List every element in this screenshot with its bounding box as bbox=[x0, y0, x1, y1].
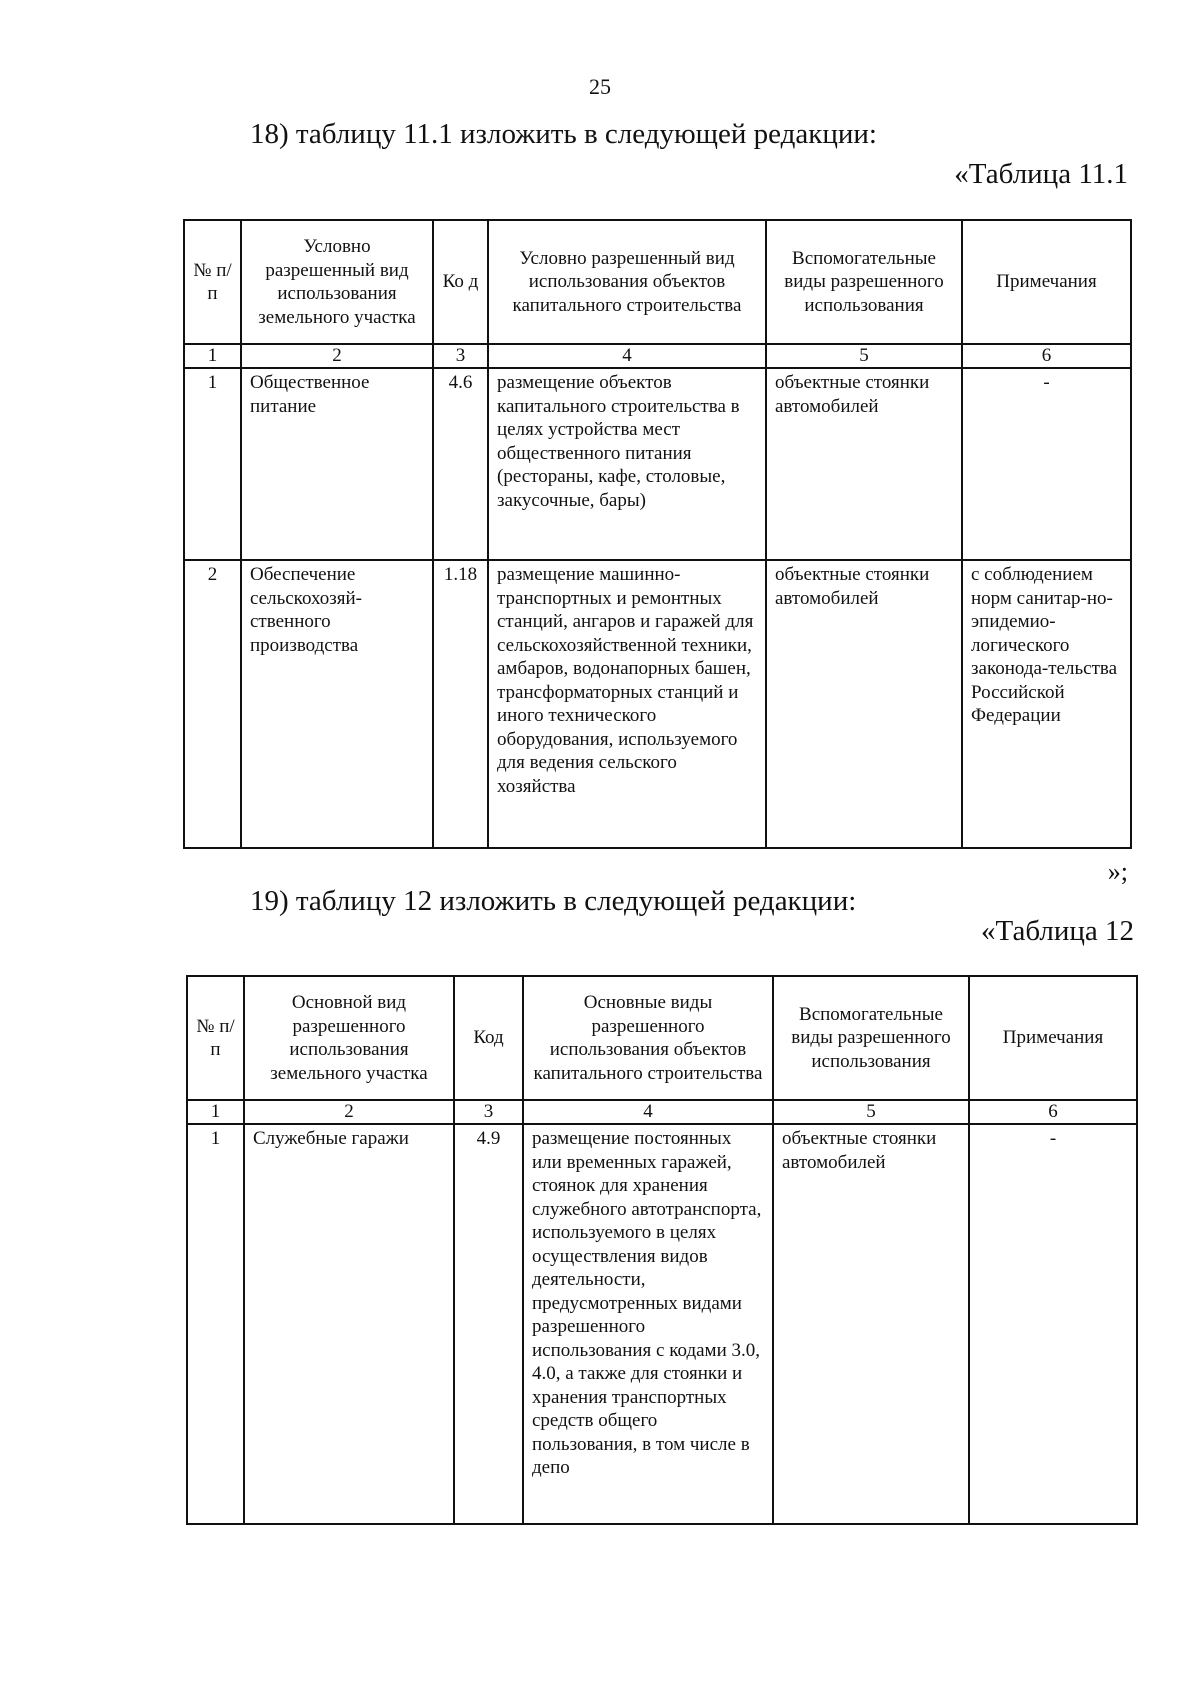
row-note: с соблюдением норм санитар-но-эпидемио-логического законода-тельства Российской Федерации bbox=[962, 560, 1131, 848]
header-code: Ко д bbox=[433, 220, 488, 344]
table-11-1 bbox=[183, 219, 1132, 849]
page-number: 25 bbox=[589, 74, 611, 99]
row-description: размещение объектов капитального строительства в целях устройства мест общественного питания (рестораны, кафе, столовые, закусочные, бары) bbox=[488, 368, 766, 560]
row-code: 4.6 bbox=[433, 368, 488, 560]
table-12-caption: «Таблица 12 bbox=[980, 915, 1134, 947]
row-description: размещение постоянных или временных гаражей, стоянок для хранения служебного автотранспорта, используемого в целях осуществления видов деятельности, предусмотренных видами разрешенного использования с кодами 3.0, 4.0, а также для стоянки и хранения транспортных средств общего пользования, в том числе в депо bbox=[523, 1124, 773, 1524]
row-auxiliary: объектные стоянки автомобилей bbox=[773, 1124, 969, 1524]
col-number: 1 bbox=[184, 344, 241, 368]
table-12 bbox=[186, 975, 1138, 1525]
header-auxiliary: Вспомогательные виды разрешенного использования bbox=[766, 220, 962, 344]
header-number: № п/п bbox=[187, 976, 244, 1100]
row-code: 4.9 bbox=[454, 1124, 523, 1524]
row-description: размещение машинно-транспортных и ремонтных станций, ангаров и гаражей для сельскохозяйственной техники, амбаров, водонапорных башен, трансформаторных станций и иного технического оборудования, используемого для ведения сельского хозяйства bbox=[488, 560, 766, 848]
col-number: 6 bbox=[969, 1100, 1137, 1124]
column-number-row bbox=[184, 344, 1131, 368]
table-row bbox=[184, 368, 1131, 560]
row-number: 2 bbox=[184, 560, 241, 848]
header-building-use: Основные виды разрешенного использования объектов капитального строительства bbox=[523, 976, 773, 1100]
row-land-use: Обеспечение сельскохозяй-ственного производства bbox=[241, 560, 433, 848]
col-number: 3 bbox=[433, 344, 488, 368]
header-notes: Примечания bbox=[962, 220, 1131, 344]
col-number: 5 bbox=[766, 344, 962, 368]
header-building-use: Условно разрешенный вид использования объектов капитального строительства bbox=[488, 220, 766, 344]
header-auxiliary: Вспомогательные виды разрешенного использования bbox=[773, 976, 969, 1100]
row-auxiliary: объектные стоянки автомобилей bbox=[766, 368, 962, 560]
header-land-use: Условно разрешенный вид использования земельного участка bbox=[241, 220, 433, 344]
col-number: 4 bbox=[523, 1100, 773, 1124]
row-code: 1.18 bbox=[433, 560, 488, 848]
row-land-use: Служебные гаражи bbox=[244, 1124, 454, 1524]
header-land-use: Основной вид разрешенного использования земельного участка bbox=[244, 976, 454, 1100]
header-notes: Примечания bbox=[969, 976, 1137, 1100]
col-number: 2 bbox=[241, 344, 433, 368]
closing-quote: »; bbox=[1107, 857, 1128, 886]
col-number: 3 bbox=[454, 1100, 523, 1124]
col-number: 5 bbox=[773, 1100, 969, 1124]
header-number: № п/п bbox=[184, 220, 241, 344]
table-header-row bbox=[184, 220, 1131, 344]
row-number: 1 bbox=[187, 1124, 244, 1524]
header-code: Код bbox=[454, 976, 523, 1100]
section-19-intro: 19) таблицу 12 изложить в следующей редакции: bbox=[250, 885, 857, 917]
table-row bbox=[184, 560, 1131, 848]
row-note: - bbox=[969, 1124, 1137, 1524]
table-header-row bbox=[187, 976, 1137, 1100]
col-number: 4 bbox=[488, 344, 766, 368]
table-row bbox=[187, 1124, 1137, 1524]
column-number-row bbox=[187, 1100, 1137, 1124]
col-number: 6 bbox=[962, 344, 1131, 368]
col-number: 2 bbox=[244, 1100, 454, 1124]
row-number: 1 bbox=[184, 368, 241, 560]
section-18-intro: 18) таблицу 11.1 изложить в следующей редакции: bbox=[250, 118, 877, 150]
row-land-use: Общественное питание bbox=[241, 368, 433, 560]
table-11-1-caption: «Таблица 11.1 bbox=[954, 158, 1128, 190]
row-note: - bbox=[962, 368, 1131, 560]
row-auxiliary: объектные стоянки автомобилей bbox=[766, 560, 962, 848]
col-number: 1 bbox=[187, 1100, 244, 1124]
